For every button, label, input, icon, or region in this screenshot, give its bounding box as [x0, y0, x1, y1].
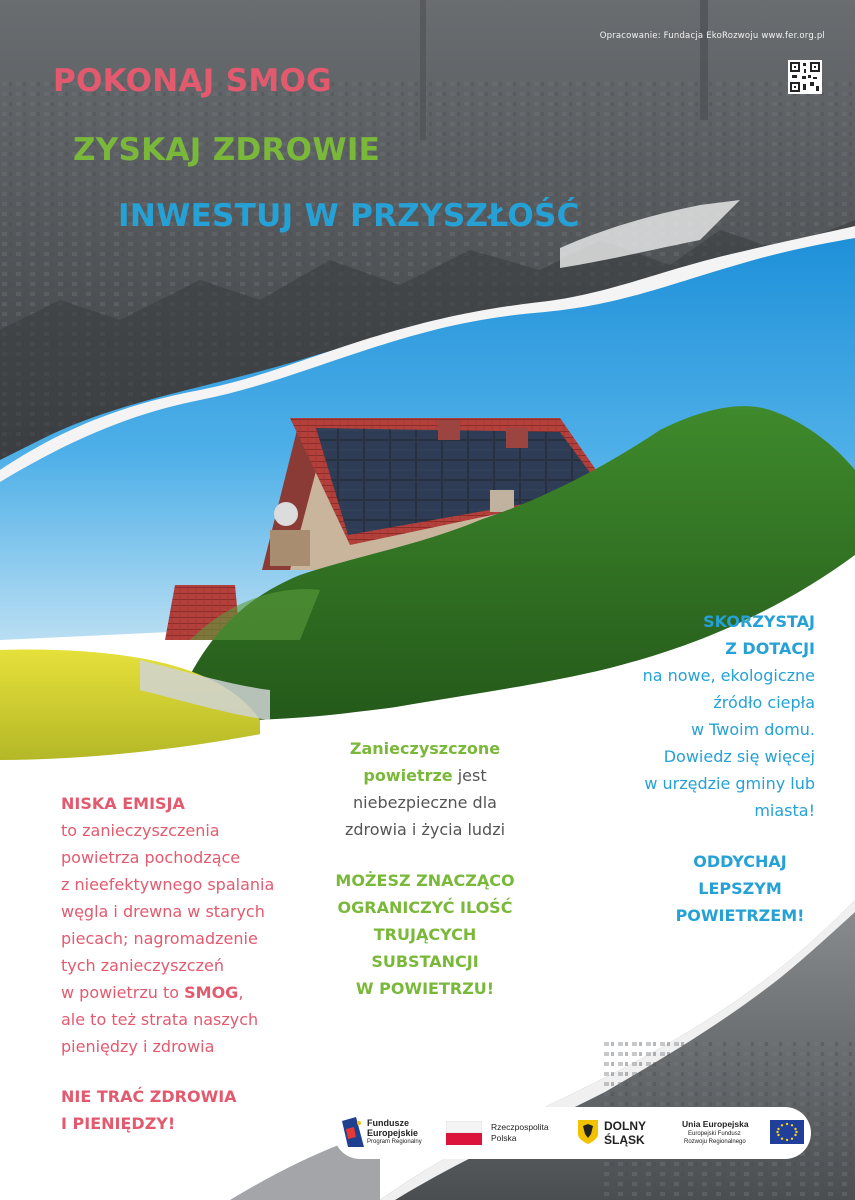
right-line-5: w urzędzie gminy lub: [644, 774, 815, 793]
left-line-8: ale to też strata naszych: [61, 1010, 259, 1029]
center-call-4: SUBSTANCJI: [371, 952, 479, 971]
left-line-2: powietrza pochodzące: [61, 848, 241, 867]
right-dotacje: [580, 608, 815, 824]
rp-line-1: Rzeczpospolita: [491, 1122, 549, 1132]
credit-line: Opracowanie: Fundacja EkoRozwoju www.fer.org.pl: [599, 31, 825, 41]
ue-line-1: Unia Europejska: [682, 1119, 749, 1129]
center-intro-rest-3: zdrowia i życia ludzi: [344, 820, 506, 839]
right-footer-1: ODDYCHAJ: [693, 852, 787, 871]
left-line-6: tych zanieczyszczeń: [61, 956, 224, 975]
center-call-to-action: [320, 867, 530, 1002]
logo-unia-europejska: [682, 1107, 807, 1159]
left-niska-emisja: [61, 790, 321, 1060]
logo-rzeczpospolita-polska: [446, 1107, 556, 1159]
ue-line-2: Europejski Fundusz: [688, 1131, 741, 1137]
center-intro-rest-2: niebezpieczne dla: [353, 793, 497, 812]
left-footer: [61, 1083, 301, 1137]
ds-line-1: DOLNY: [604, 1119, 646, 1133]
center-call-2: OGRANICZYĆ ILOŚĆ: [337, 898, 513, 917]
eu-flag-icon: [770, 1120, 804, 1144]
ue-line-3: Rozwoju Regionalnego: [684, 1139, 746, 1145]
logo-fundusze-europejskie: [342, 1107, 437, 1159]
fe-line-3: Program Regionalny: [367, 1139, 422, 1145]
right-line-4: Dowiedz się więcej: [663, 747, 815, 766]
center-call-5: W POWIETRZU!: [355, 979, 495, 998]
left-footer-1: NIE TRAĆ ZDROWIA: [61, 1087, 237, 1106]
left-line-7-pre: w powietrzu to: [61, 983, 180, 1002]
headline-inwestuj: INWESTUJ W PRZYSZŁOŚĆ: [118, 198, 580, 234]
ds-line-2: ŚLĄSK: [604, 1133, 645, 1147]
fe-line-2: Europejskie: [367, 1128, 419, 1138]
right-line-2: źródło ciepła: [713, 693, 815, 712]
center-intro-bold-2: powietrze: [363, 766, 453, 785]
center-intro: [330, 735, 520, 843]
headline-zyskaj-zdrowie: ZYSKAJ ZDROWIE: [73, 132, 381, 168]
right-footer-3: POWIETRZEM!: [675, 906, 805, 925]
polish-flag-icon: [446, 1121, 482, 1145]
right-title-2: Z DOTACJI: [725, 639, 815, 658]
right-footer: [640, 848, 840, 929]
center-intro-rest-1: jest: [457, 766, 487, 785]
right-footer-2: LEPSZYM: [698, 879, 782, 898]
right-line-1: na nowe, ekologiczne: [642, 666, 815, 685]
left-line-1: to zanieczyszczenia: [61, 821, 220, 840]
left-line-5: piecach; nagromadzenie: [61, 929, 258, 948]
center-call-1: MOŻESZ ZNACZĄCO: [335, 871, 515, 890]
left-line-4: węgla i drewna w starych: [61, 902, 265, 921]
left-line-9: pieniędzy i zdrowia: [61, 1037, 215, 1056]
right-line-3: w Twoim domu.: [690, 720, 815, 739]
rp-line-2: Polska: [491, 1133, 517, 1143]
dolny-slask-crest-icon: [578, 1120, 598, 1144]
right-line-6: miasta!: [754, 801, 815, 820]
left-line-3: z nieefektywnego spalania: [61, 875, 275, 894]
logo-dolny-slask: [578, 1107, 668, 1159]
right-title-1: SKORZYSTAJ: [703, 612, 815, 631]
headline-pokonaj-smog: POKONAJ SMOG: [53, 63, 332, 99]
funding-logos-bar: [334, 1107, 811, 1159]
qr-code[interactable]: [788, 60, 822, 94]
fundusze-europejskie-icon: [342, 1117, 364, 1147]
fe-line-1: Fundusze: [367, 1118, 409, 1128]
left-line-7-post: ,: [238, 983, 244, 1002]
center-intro-bold-1: Zanieczyszczone: [349, 739, 501, 758]
left-line-7-smog: SMOG: [184, 983, 239, 1002]
center-call-3: TRUJĄCYCH: [373, 925, 477, 944]
left-title: NISKA EMISJA: [61, 794, 185, 813]
left-footer-2: I PIENIĘDZY!: [61, 1114, 176, 1133]
